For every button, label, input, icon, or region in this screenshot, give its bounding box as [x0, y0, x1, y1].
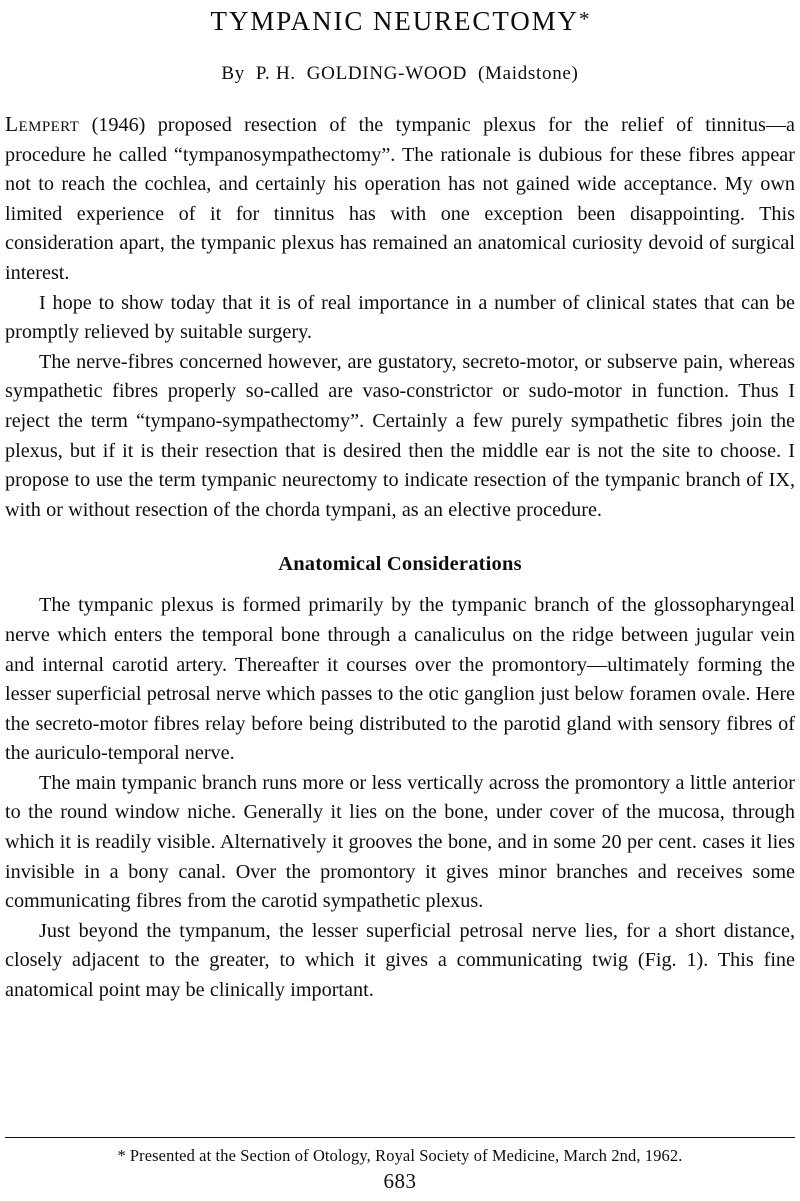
paragraph-1-lead-word: Lempert [5, 112, 80, 136]
paragraph-6: Just beyond the tympanum, the lesser superficial petrosal nerve lies, for a short distance, closely adjacent to the greater, to which it gives a communicating twig (Fig. 1). This fine anatomical point may be clinically important. [5, 919, 795, 1002]
paragraph-4: The tympanic plexus is formed primarily by the tympanic branch of the glossopharyngeal nerve which enters the temporal bone through a canaliculus on the ridge between jugular vein and internal carotid artery. Thereafter it courses over the promontory—ultimately forming the lesser superficial petrosal nerve which passes to the otic ganglion just below foramen ovale. Here the secreto-motor fibres relay before being distributed to the parotid gland with sensory fibres of the auriculo-temporal nerve. [5, 594, 795, 765]
footnote-divider-rule [5, 1137, 795, 1138]
paragraph-1 [5, 110, 795, 289]
paragraph-3: The nerve-fibres concerned however, are gustatory, secreto-motor, or subserve pain, whereas sympathetic fibres properly so-called are vaso-constrictor or sudo-motor in function. Thus I reject the term “tympano-sympathectomy”. Certainly a few purely sympathetic fibres join the plexus, but if it is their resection that is desired then the middle ear is not the site to choose. I propose to use the term tympanic neurectomy to indicate resection of the tympanic branch of IX, with or without resection of the chorda tympani, as an elective procedure. [5, 350, 795, 521]
byline: By P. H. GOLDING-WOOD (Maidstone) [221, 63, 579, 84]
section-heading-anatomical-considerations: Anatomical Considerations [278, 553, 522, 576]
footnote-marker: * [117, 1146, 126, 1165]
page-title-text: TYMPANIC NEURECTOMY [210, 6, 579, 36]
paragraph-1-text: (1946) proposed resection of the tympanic plexus for the relief of tinnitus—a procedure he called “tympanosympathectomy”. The rationale is dubious for these fibres appear not to reach the cochlea, and certainly his operation has not gained wide acceptance. My own limited experience of it for tinnitus has with one exception been disappointing. This consideration apart, the tympanic plexus has remained an anatomical curiosity devoid of surgical interest. [5, 114, 795, 284]
footnote-text: Presented at the Section of Otology, Royal Society of Medicine, March 2nd, 1962. [129, 1146, 683, 1165]
body-text [5, 110, 795, 1006]
page-number: 683 [383, 1169, 417, 1193]
page-content [5, 0, 795, 1006]
page-title [5, 3, 795, 37]
footnote [5, 1145, 795, 1167]
title-footnote-marker: * [578, 7, 590, 31]
paragraph-5: The main tympanic branch runs more or less vertically across the promontory a little anterior to the round window niche. Generally it lies on the bone, under cover of the mucosa, through which it is readily visible. Alternatively it grooves the bone, and in some 20 per cent. cases it lies invisible in a bony canal. Over the promontory it gives minor branches and receives some communicating fibres from the carotid sympathetic plexus. [5, 771, 795, 913]
paragraph-2: I hope to show today that it is of real importance in a number of clinical states that can be promptly relieved by suitable surgery. [5, 291, 795, 344]
